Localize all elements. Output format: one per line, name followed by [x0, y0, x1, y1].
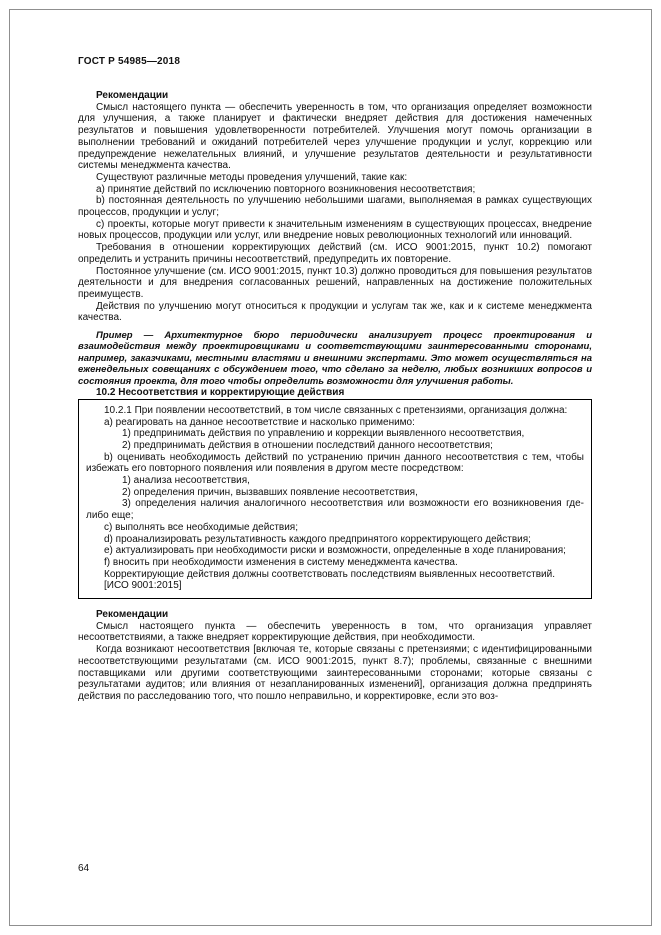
paragraph-methods-intro: Существуют различные методы проведения улучшений, такие как:	[96, 171, 408, 183]
box-item-b3: 3) определения наличия аналогичного несоответствия или возможности его возникновения где-либо еще;	[86, 498, 584, 522]
list-item-method-a: a) принятие действий по исключению повторного возникновения несоответствия;	[96, 183, 476, 195]
recommendations-title: Рекомендации	[96, 90, 169, 101]
box-item-b2: 2) определения причин, вызвавших появление несоответствия,	[122, 486, 418, 498]
paragraph-nonconformity-occurrence: Когда возникают несоответствия [включая те, которые связаны с претензиями; с идентифицированными несоответствующими результатами (см. ИСО 9001:2015, пункт 8.7); проблемы, связанные с внешними поставщиками или другими соответствующими заинтересованными сторонами; которые связаны с результатами аудитов; или влияния от незапланированных изменений], организация должна предпринять действия по расследованию того, что пошло неправильно, и корректировке, если это воз-	[78, 644, 592, 702]
box-item-f: f) вносить при необходимости изменения в систему менеджмента качества.	[104, 556, 458, 568]
box-item-b1: 1) анализа несоответствия,	[122, 475, 250, 487]
box-item-a2: 2) предпринимать действия в отношении последствий данного несоответствия;	[122, 439, 493, 451]
paragraph-continuous-improvement: Постоянное улучшение (см. ИСО 9001:2015, пункт 10.3) должно проводиться для повышения результатов деятельности и для внедрения согласованных решений, направленных на достижение положительных преимуществ.	[78, 265, 592, 300]
page-number: 64	[78, 863, 90, 874]
box-item-a1: 1) предпринимать действия по управлению и коррекции выявленного несоответствия,	[122, 428, 525, 440]
list-item-method-b: b) постоянная деятельность по улучшению небольшими шагами, выполняемая в рамках существующих процессов, продукции и услуг;	[78, 195, 592, 219]
box-source-reference: [ИСО 9001:2015]	[104, 580, 182, 592]
requirement-quote-box	[78, 399, 592, 599]
paragraph-improvement-intent: Смысл настоящего пункта — обеспечить уверенность в том, что организация определяет возможности для улучшения, а также планирует и фактически внедряет действия для достижения намеченных результатов и повышения удовлетворенности потребителей. Улучшения могут помочь организации в выполнении требований и ожиданий потребителей через улучшение продукции и услуг, коррекцию или предупреждение нежелательных влияний, и улучшение результатов деятельности и результативности системы менеджмента качества.	[78, 101, 592, 172]
section-heading-10-2: 10.2 Несоответствия и корректирующие действия	[96, 387, 345, 399]
box-item-b: b) оценивать необходимость действий по устранению причин данного несоответствия с тем, чтобы избежать его повторного появления или появления в другом месте посредством:	[86, 451, 584, 475]
box-item-c: c) выполнять все необходимые действия;	[104, 521, 298, 533]
paragraph-improvement-scope: Действия по улучшению могут относиться к продукции и услугам так же, как и к системе менеджмента качества.	[78, 300, 592, 324]
example-paragraph: Пример — Архитектурное бюро периодически анализирует процесс проектирования и взаимодействия между проектировщиками и соответствующими заинтересованными сторонами, например, заказчиками, местными властями и внешними экспертами. Это может осуществляться на еженедельных совещаниях с обсуждением того, что сделано за неделю, любых возникших вопросов и состояния проекта, для того чтобы определить возможности для улучшения работы.	[78, 330, 592, 387]
document-body	[78, 90, 592, 703]
box-item-e: e) актуализировать при необходимости риски и возможности, определенные в ходе планирования;	[104, 545, 566, 557]
box-item-d: d) проанализировать результативность каждого предпринятого корректирующего действия;	[104, 533, 531, 545]
box-paragraph-10-2-1: 10.2.1 При появлении несоответствий, в том числе связанных с претензиями, организация должна:	[104, 404, 568, 416]
list-item-method-c: c) проекты, которые могут привести к значительным изменениям в существующих процессах, внедрение новых процессов, продукции или услуг, или внедрение новых революционных технологий или инноваций.	[78, 218, 592, 242]
paragraph-corrective-requirements: Требования в отношении корректирующих действий (см. ИСО 9001:2015, пункт 10.2) помогают определить и устранить причины несоответствий, предупредить их повторение.	[78, 242, 592, 265]
paragraph-nonconformity-intent: Смысл настоящего пункта — обеспечить уверенность в том, что организация управляет несоответствиями, а также внедряет корректирующие действия, при необходимости.	[78, 620, 592, 644]
box-item-a: a) реагировать на данное несоответствие и насколько применимо:	[104, 416, 415, 428]
recommendations-title-2: Рекомендации	[96, 609, 169, 621]
document-header: ГОСТ Р 54985—2018	[78, 56, 181, 67]
box-paragraph-consequences: Корректирующие действия должны соответствовать последствиям выявленных несоответствий.	[104, 568, 555, 580]
